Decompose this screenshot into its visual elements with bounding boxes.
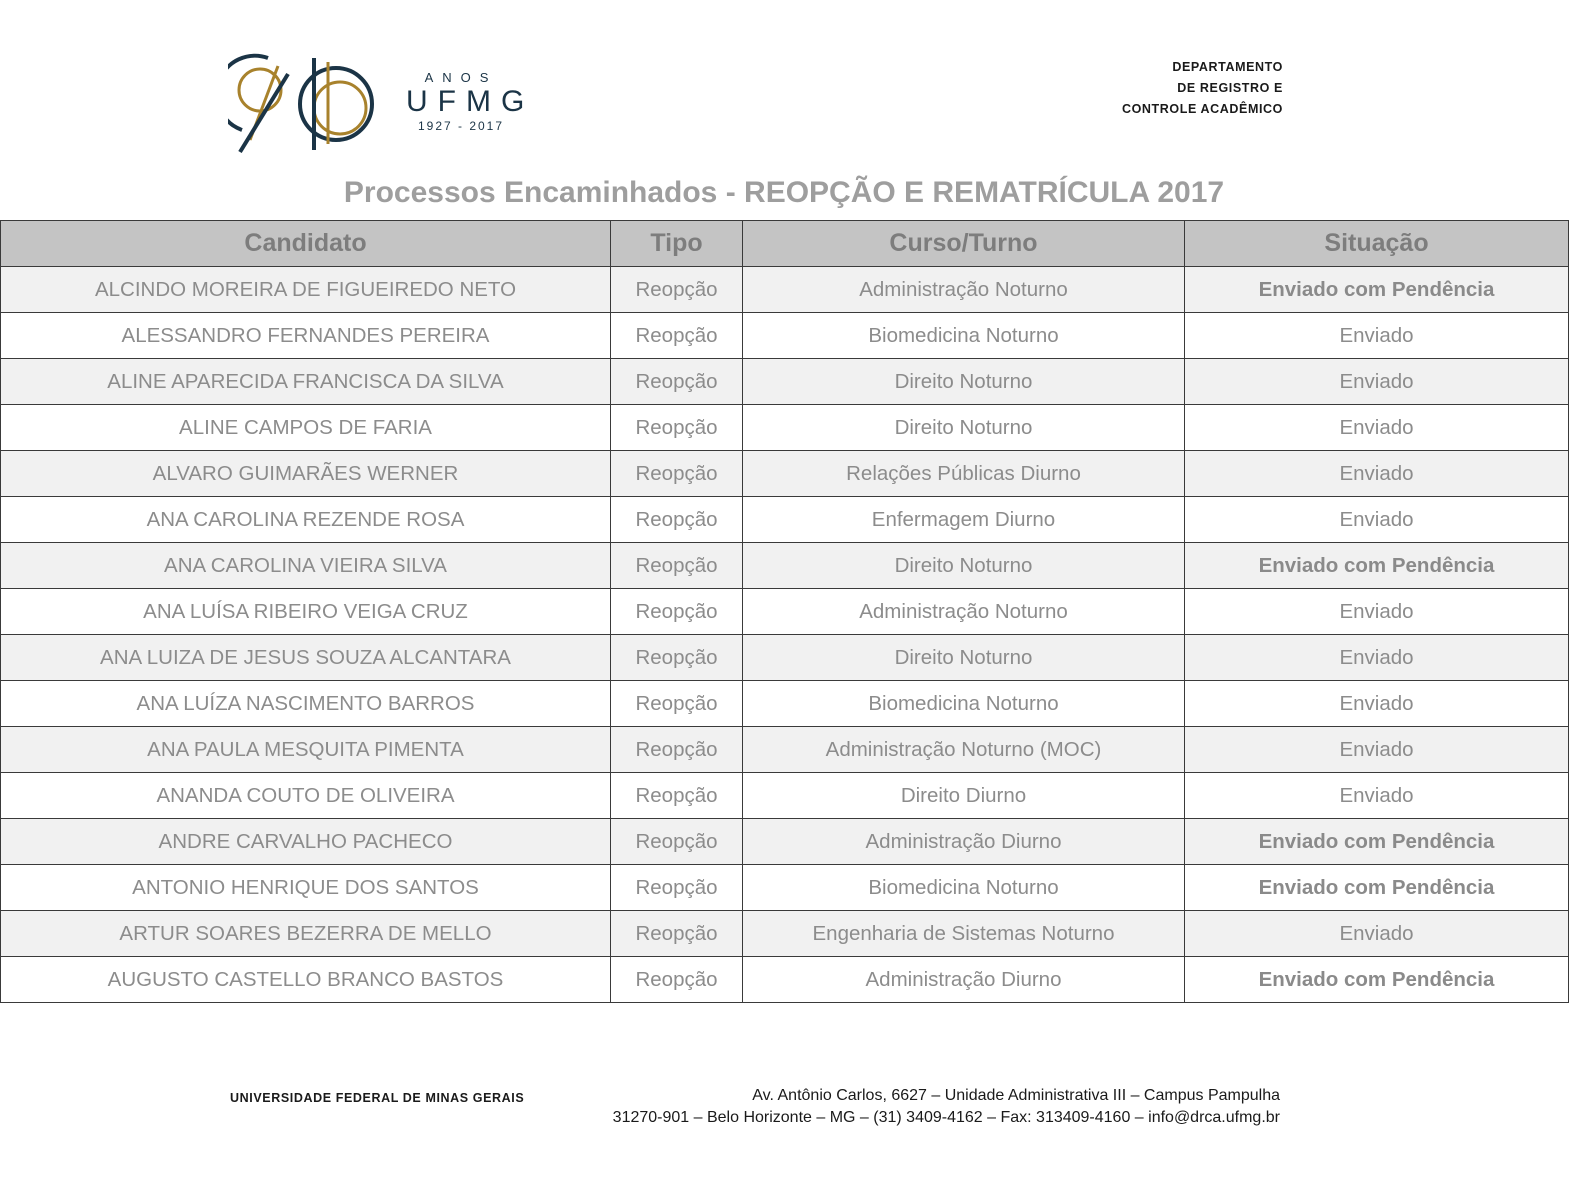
column-header-situacao: Situação bbox=[1185, 221, 1569, 267]
cell-situacao: Enviado bbox=[1185, 405, 1569, 451]
cell-tipo: Reopção bbox=[611, 313, 743, 359]
table-row bbox=[1, 497, 1569, 543]
cell-curso-turno: Administração Diurno bbox=[743, 957, 1185, 1003]
table-row bbox=[1, 589, 1569, 635]
cell-curso-turno: Engenharia de Sistemas Noturno bbox=[743, 911, 1185, 957]
cell-candidato: ANANDA COUTO DE OLIVEIRA bbox=[1, 773, 611, 819]
department-line: CONTROLE ACADÊMICO bbox=[1121, 102, 1283, 116]
cell-curso-turno: Direito Noturno bbox=[743, 405, 1185, 451]
column-header-candidato: Candidato bbox=[1, 221, 611, 267]
cell-candidato: ANA CAROLINA VIEIRA SILVA bbox=[1, 543, 611, 589]
cell-tipo: Reopção bbox=[611, 405, 743, 451]
table-row bbox=[1, 911, 1569, 957]
cell-tipo: Reopção bbox=[611, 681, 743, 727]
table-row bbox=[1, 727, 1569, 773]
cell-candidato: ARTUR SOARES BEZERRA DE MELLO bbox=[1, 911, 611, 957]
cell-situacao: Enviado com Pendência bbox=[1185, 543, 1569, 589]
cell-situacao: Enviado bbox=[1185, 635, 1569, 681]
cell-tipo: Reopção bbox=[611, 589, 743, 635]
cell-candidato: ALVARO GUIMARÃES WERNER bbox=[1, 451, 611, 497]
cell-situacao: Enviado bbox=[1185, 497, 1569, 543]
column-header-tipo: Tipo bbox=[611, 221, 743, 267]
page-title: Processos Encaminhados - REOPÇÃO E REMATRÍCULA 2017 bbox=[343, 176, 1225, 209]
footer-address bbox=[613, 1085, 1280, 1129]
processes-table bbox=[0, 220, 1569, 1003]
footer-address-line: Av. Antônio Carlos, 6627 – Unidade Administrativa III – Campus Pampulha bbox=[752, 1087, 1280, 1104]
table-row bbox=[1, 773, 1569, 819]
cell-situacao: Enviado com Pendência bbox=[1185, 267, 1569, 313]
cell-tipo: Reopção bbox=[611, 497, 743, 543]
column-header-curso-turno: Curso/Turno bbox=[743, 221, 1185, 267]
cell-candidato: ANTONIO HENRIQUE DOS SANTOS bbox=[1, 865, 611, 911]
cell-situacao: Enviado bbox=[1185, 727, 1569, 773]
cell-candidato: ANDRE CARVALHO PACHECO bbox=[1, 819, 611, 865]
cell-curso-turno: Biomedicina Noturno bbox=[743, 865, 1185, 911]
cell-situacao: Enviado bbox=[1185, 681, 1569, 727]
table-row bbox=[1, 681, 1569, 727]
cell-candidato: ALCINDO MOREIRA DE FIGUEIREDO NETO bbox=[1, 267, 611, 313]
department-line: DE REGISTRO E bbox=[1177, 81, 1283, 95]
cell-situacao: Enviado bbox=[1185, 589, 1569, 635]
table-body bbox=[1, 267, 1569, 1003]
cell-curso-turno: Administração Noturno bbox=[743, 589, 1185, 635]
table-row bbox=[1, 451, 1569, 497]
table-row bbox=[1, 957, 1569, 1003]
cell-candidato: ALESSANDRO FERNANDES PEREIRA bbox=[1, 313, 611, 359]
cell-curso-turno: Administração Diurno bbox=[743, 819, 1185, 865]
table-row bbox=[1, 543, 1569, 589]
cell-curso-turno: Direito Noturno bbox=[743, 359, 1185, 405]
cell-tipo: Reopção bbox=[611, 727, 743, 773]
cell-candidato: ANA LUÍSA RIBEIRO VEIGA CRUZ bbox=[1, 589, 611, 635]
cell-curso-turno: Administração Noturno bbox=[743, 267, 1185, 313]
cell-situacao: Enviado bbox=[1185, 451, 1569, 497]
cell-situacao: Enviado com Pendência bbox=[1185, 957, 1569, 1003]
cell-candidato: ANA CAROLINA REZENDE ROSA bbox=[1, 497, 611, 543]
cell-tipo: Reopção bbox=[611, 819, 743, 865]
table-row bbox=[1, 405, 1569, 451]
cell-tipo: Reopção bbox=[611, 359, 743, 405]
table-row bbox=[1, 313, 1569, 359]
table-row bbox=[1, 819, 1569, 865]
cell-candidato: ANA LUIZA DE JESUS SOUZA ALCANTARA bbox=[1, 635, 611, 681]
cell-curso-turno: Direito Noturno bbox=[743, 543, 1185, 589]
cell-candidato: ALINE APARECIDA FRANCISCA DA SILVA bbox=[1, 359, 611, 405]
cell-tipo: Reopção bbox=[611, 543, 743, 589]
cell-tipo: Reopção bbox=[611, 957, 743, 1003]
logo-ufmg-text: UFMG bbox=[406, 85, 535, 118]
cell-curso-turno: Relações Públicas Diurno bbox=[743, 451, 1185, 497]
cell-candidato: ANA PAULA MESQUITA PIMENTA bbox=[1, 727, 611, 773]
cell-situacao: Enviado com Pendência bbox=[1185, 865, 1569, 911]
cell-situacao: Enviado bbox=[1185, 773, 1569, 819]
cell-curso-turno: Biomedicina Noturno bbox=[743, 313, 1185, 359]
department-name bbox=[1122, 57, 1283, 120]
cell-curso-turno: Administração Noturno (MOC) bbox=[743, 727, 1185, 773]
table-row bbox=[1, 267, 1569, 313]
cell-situacao: Enviado bbox=[1185, 359, 1569, 405]
logo-years-text: 1927 - 2017 bbox=[417, 119, 505, 133]
cell-curso-turno: Direito Noturno bbox=[743, 635, 1185, 681]
cell-situacao: Enviado com Pendência bbox=[1185, 819, 1569, 865]
cell-situacao: Enviado bbox=[1185, 911, 1569, 957]
cell-tipo: Reopção bbox=[611, 451, 743, 497]
cell-candidato: ALINE CAMPOS DE FARIA bbox=[1, 405, 611, 451]
cell-curso-turno: Direito Diurno bbox=[743, 773, 1185, 819]
cell-candidato: AUGUSTO CASTELLO BRANCO BASTOS bbox=[1, 957, 611, 1003]
cell-curso-turno: Enfermagem Diurno bbox=[743, 497, 1185, 543]
cell-curso-turno: Biomedicina Noturno bbox=[743, 681, 1185, 727]
footer-university: UNIVERSIDADE FEDERAL DE MINAS GERAIS bbox=[230, 1091, 525, 1105]
logo-anos-text: ANOS bbox=[424, 70, 498, 85]
cell-tipo: Reopção bbox=[611, 911, 743, 957]
ufmg-90-anos-logo bbox=[228, 52, 535, 156]
cell-tipo: Reopção bbox=[611, 267, 743, 313]
footer-address-line: 31270-901 – Belo Horizonte – MG – (31) 3409-4162 – Fax: 313409-4160 – info@drca.ufmg.br bbox=[612, 1109, 1280, 1126]
department-line: DEPARTAMENTO bbox=[1172, 60, 1283, 74]
cell-situacao: Enviado bbox=[1185, 313, 1569, 359]
cell-tipo: Reopção bbox=[611, 635, 743, 681]
table-row bbox=[1, 635, 1569, 681]
table-header-row bbox=[1, 221, 1569, 267]
cell-tipo: Reopção bbox=[611, 773, 743, 819]
table-row bbox=[1, 865, 1569, 911]
cell-tipo: Reopção bbox=[611, 865, 743, 911]
table-row bbox=[1, 359, 1569, 405]
ninety-emblem-icon bbox=[228, 52, 388, 156]
cell-candidato: ANA LUÍZA NASCIMENTO BARROS bbox=[1, 681, 611, 727]
